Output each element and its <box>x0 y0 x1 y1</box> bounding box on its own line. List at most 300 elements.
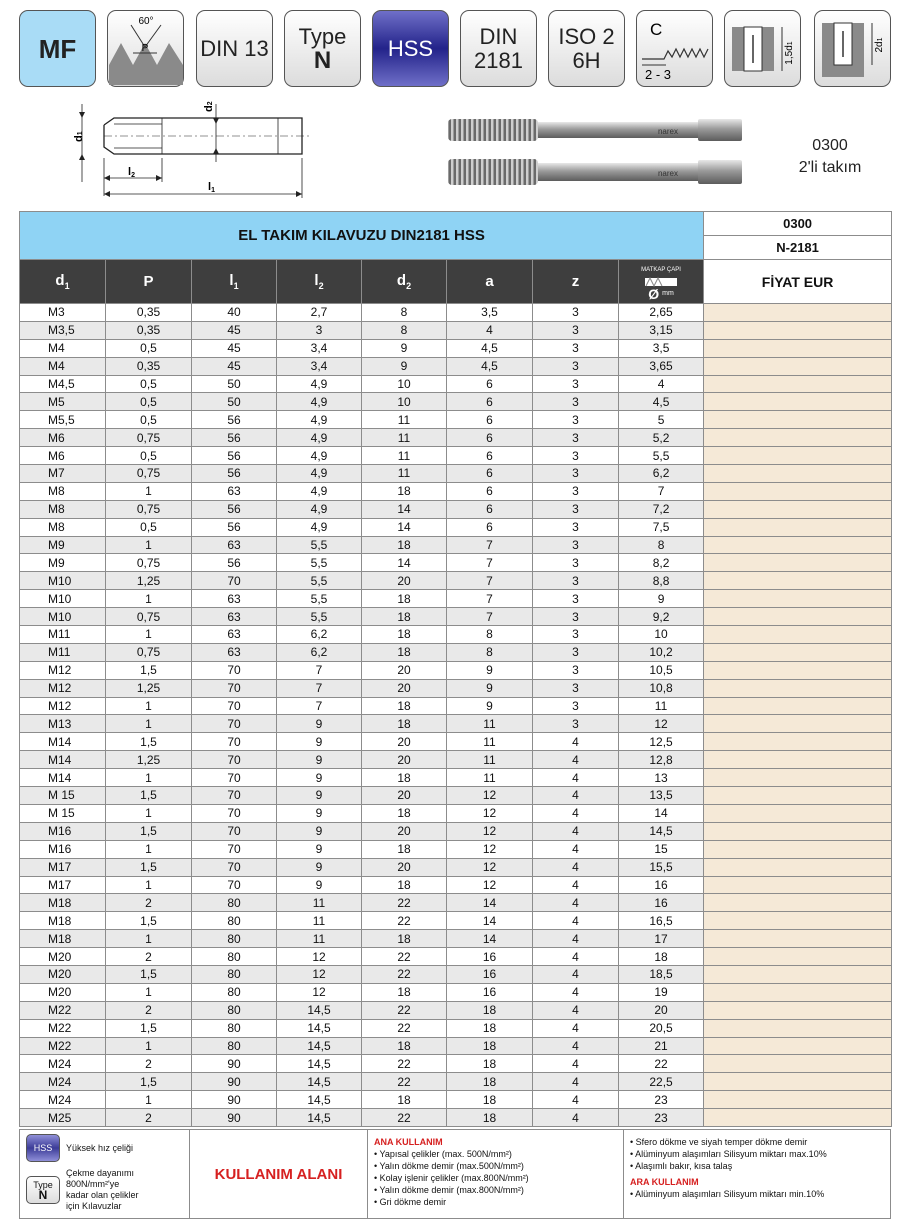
through-depth-sub: 1 <box>786 40 794 45</box>
cell-price <box>704 822 892 840</box>
cell-l2: 5,5 <box>277 536 362 554</box>
cell-pitch: 1 <box>106 930 192 948</box>
tap-set-photo <box>446 113 746 193</box>
cell-d1: M7 <box>20 465 106 483</box>
cell-d1: M25 <box>20 1109 106 1127</box>
cell-price <box>704 858 892 876</box>
cell-pitch: 2 <box>106 1109 192 1127</box>
cell-l1: 70 <box>192 787 277 805</box>
cell-z: 3 <box>533 679 619 697</box>
cell-z: 3 <box>533 393 619 411</box>
cell-pitch: 1 <box>106 983 192 1001</box>
cell-d2: 18 <box>362 590 447 608</box>
cell-d1: M22 <box>20 1037 106 1055</box>
cell-d1: M 15 <box>20 804 106 822</box>
cell-drill: 3,15 <box>619 321 704 339</box>
cell-pitch: 0,35 <box>106 304 192 322</box>
cell-z: 4 <box>533 965 619 983</box>
chamfer-range: 2 - 3 <box>644 66 671 82</box>
d2-dim-label: d <box>203 105 215 112</box>
cell-pitch: 1,5 <box>106 822 192 840</box>
cell-d1: M9 <box>20 536 106 554</box>
tap-2-brand: narex <box>657 169 679 178</box>
l2-dim-label: l <box>128 166 132 178</box>
cell-l1: 80 <box>192 1001 277 1019</box>
cell-z: 3 <box>533 590 619 608</box>
cell-l2: 6,2 <box>277 643 362 661</box>
table-row <box>20 500 892 518</box>
iso-tolerance-badge <box>548 10 625 87</box>
cell-l2: 9 <box>277 858 362 876</box>
col-l1: $l_1$ <box>192 260 277 304</box>
cell-z: 4 <box>533 822 619 840</box>
cell-price <box>704 661 892 679</box>
cell-l1: 56 <box>192 447 277 465</box>
cell-z: 3 <box>533 518 619 536</box>
cell-a: 18 <box>447 1019 533 1037</box>
svg-text:d2 <box>203 101 215 112</box>
cell-d2: 18 <box>362 626 447 644</box>
cell-l1: 70 <box>192 679 277 697</box>
cell-pitch: 0,35 <box>106 321 192 339</box>
table-row <box>20 1055 892 1073</box>
cell-l1: 70 <box>192 822 277 840</box>
cell-drill: 15,5 <box>619 858 704 876</box>
other-usage-list <box>630 1136 884 1172</box>
cell-a: 11 <box>447 733 533 751</box>
cell-z: 4 <box>533 1019 619 1037</box>
table-row <box>20 482 892 500</box>
cell-pitch: 0,75 <box>106 643 192 661</box>
cell-z: 3 <box>533 339 619 357</box>
cell-d2: 22 <box>362 1073 447 1091</box>
through-depth-label: 1,5d <box>783 44 795 65</box>
cell-l1: 80 <box>192 930 277 948</box>
cell-drill: 12,8 <box>619 751 704 769</box>
cell-d2: 11 <box>362 465 447 483</box>
cell-drill: 3,65 <box>619 357 704 375</box>
cell-drill: 2,65 <box>619 304 704 322</box>
cell-d1: M8 <box>20 518 106 536</box>
cell-d1: M10 <box>20 572 106 590</box>
cell-a: 11 <box>447 769 533 787</box>
cell-l2: 14,5 <box>277 1073 362 1091</box>
cell-drill: 17 <box>619 930 704 948</box>
cell-z: 4 <box>533 733 619 751</box>
cell-drill: 4,5 <box>619 393 704 411</box>
cell-a: 16 <box>447 983 533 1001</box>
cell-pitch: 1 <box>106 769 192 787</box>
table-row <box>20 1073 892 1091</box>
cell-d1: M18 <box>20 894 106 912</box>
cell-l1: 45 <box>192 339 277 357</box>
cell-d2: 20 <box>362 822 447 840</box>
cell-d2: 20 <box>362 661 447 679</box>
cell-d1: M22 <box>20 1019 106 1037</box>
cell-price <box>704 733 892 751</box>
legend-hss <box>26 1134 183 1162</box>
cell-d1: M16 <box>20 822 106 840</box>
cell-drill: 12,5 <box>619 733 704 751</box>
cell-drill: 7,5 <box>619 518 704 536</box>
cell-pitch: 0,35 <box>106 357 192 375</box>
cell-z: 4 <box>533 787 619 805</box>
cell-l2: 3,4 <box>277 339 362 357</box>
usage-item: • Alüminyum alaşımları Silisyum miktarı min.10% <box>630 1189 825 1199</box>
tap-dimension-drawing <box>70 100 320 200</box>
cell-drill: 7 <box>619 482 704 500</box>
svg-text:l1 <box>208 181 215 194</box>
cell-d2: 10 <box>362 393 447 411</box>
set-description: 2'li takım <box>798 159 862 176</box>
cell-pitch: 1,25 <box>106 679 192 697</box>
metric-fine-label: MF <box>38 33 77 64</box>
cell-a: 14 <box>447 930 533 948</box>
cell-d2: 22 <box>362 1019 447 1037</box>
cell-d1: M11 <box>20 626 106 644</box>
cell-drill: 7,2 <box>619 500 704 518</box>
cell-pitch: 1 <box>106 1037 192 1055</box>
cell-l2: 7 <box>277 697 362 715</box>
svg-text:2d1 <box>874 37 885 52</box>
cell-d1: M24 <box>20 1091 106 1109</box>
cell-z: 3 <box>533 304 619 322</box>
cell-price <box>704 894 892 912</box>
cell-drill: 20 <box>619 1001 704 1019</box>
d1-dim-label: d <box>73 135 85 142</box>
cell-d1: M12 <box>20 661 106 679</box>
cell-l1: 50 <box>192 375 277 393</box>
cell-pitch: 1,25 <box>106 751 192 769</box>
cell-pitch: 1 <box>106 840 192 858</box>
cell-d1: M6 <box>20 447 106 465</box>
cell-drill: 3,5 <box>619 339 704 357</box>
cell-z: 3 <box>533 715 619 733</box>
chamfer-letter: C <box>649 19 662 39</box>
cell-a: 4,5 <box>447 339 533 357</box>
table-row <box>20 339 892 357</box>
cell-l2: 5,5 <box>277 554 362 572</box>
din13-label: DIN 13 <box>200 35 269 61</box>
cell-pitch: 0,75 <box>106 554 192 572</box>
cell-d1: M11 <box>20 643 106 661</box>
cell-d2: 18 <box>362 930 447 948</box>
cell-d2: 18 <box>362 804 447 822</box>
cell-d1: M9 <box>20 554 106 572</box>
cell-l2: 12 <box>277 983 362 1001</box>
cell-a: 7 <box>447 590 533 608</box>
secondary-usage-list <box>630 1188 884 1200</box>
cell-l1: 80 <box>192 894 277 912</box>
cell-d2: 11 <box>362 447 447 465</box>
cell-drill: 4 <box>619 375 704 393</box>
cell-drill: 23 <box>619 1109 704 1127</box>
table-code: 0300 <box>704 212 892 236</box>
table-header-row <box>20 260 892 304</box>
cell-pitch: 1 <box>106 804 192 822</box>
cell-l1: 56 <box>192 429 277 447</box>
cell-pitch: 1,5 <box>106 912 192 930</box>
col-d2: $d_2$ <box>362 260 447 304</box>
cell-d1: M5 <box>20 393 106 411</box>
cell-z: 3 <box>533 321 619 339</box>
cell-l2: 12 <box>277 948 362 966</box>
cell-z: 3 <box>533 608 619 626</box>
usage-item: • Yapısal çelikler (max. 500N/mm²) <box>374 1149 512 1159</box>
table-row <box>20 661 892 679</box>
cell-price <box>704 304 892 322</box>
cell-d2: 20 <box>362 858 447 876</box>
svg-text:1,5d1 <box>784 41 795 64</box>
tap-1-brand: narex <box>657 127 679 136</box>
cell-l2: 9 <box>277 822 362 840</box>
cell-d1: M12 <box>20 679 106 697</box>
col-price: FİYAT EUR <box>704 260 892 304</box>
cell-pitch: 1,5 <box>106 661 192 679</box>
cell-d2: 20 <box>362 572 447 590</box>
col-d1: $d_1$ <box>20 260 106 304</box>
set-info <box>760 135 900 179</box>
table-row <box>20 679 892 697</box>
cell-drill: 10,8 <box>619 679 704 697</box>
cell-l2: 4,9 <box>277 500 362 518</box>
cell-pitch: 1 <box>106 715 192 733</box>
table-row <box>20 1037 892 1055</box>
cell-l1: 70 <box>192 858 277 876</box>
cell-price <box>704 679 892 697</box>
cell-l1: 63 <box>192 643 277 661</box>
cell-drill: 16 <box>619 876 704 894</box>
table-row <box>20 590 892 608</box>
cell-l2: 14,5 <box>277 1055 362 1073</box>
cell-drill: 20,5 <box>619 1019 704 1037</box>
cell-l2: 5,5 <box>277 608 362 626</box>
tap-outline-svg <box>70 100 320 200</box>
cell-l1: 90 <box>192 1109 277 1127</box>
type-mini-badge: Type N <box>26 1176 60 1204</box>
cell-d1: M 15 <box>20 787 106 805</box>
cell-a: 18 <box>447 1055 533 1073</box>
cell-price <box>704 769 892 787</box>
cell-l1: 70 <box>192 840 277 858</box>
cell-z: 4 <box>533 1001 619 1019</box>
table-row <box>20 894 892 912</box>
cell-pitch: 0,5 <box>106 339 192 357</box>
type-legend-text: Çekme dayanımı 800N/mm²'ye kadar olan çelikler için Kılavuzlar <box>66 1168 139 1211</box>
cell-l1: 45 <box>192 357 277 375</box>
cell-a: 6 <box>447 465 533 483</box>
cell-d2: 18 <box>362 983 447 1001</box>
table-row <box>20 465 892 483</box>
cell-pitch: 1,5 <box>106 787 192 805</box>
cell-pitch: 0,75 <box>106 500 192 518</box>
cell-pitch: 2 <box>106 948 192 966</box>
din2181-line2: 2181 <box>474 47 523 73</box>
cell-d1: M18 <box>20 912 106 930</box>
din2181-badge <box>460 10 537 87</box>
cell-pitch: 0,5 <box>106 447 192 465</box>
cell-l2: 4,9 <box>277 375 362 393</box>
cell-drill: 5,2 <box>619 429 704 447</box>
din13-badge <box>196 10 273 87</box>
cell-pitch: 1 <box>106 482 192 500</box>
cell-price <box>704 500 892 518</box>
cell-d1: M10 <box>20 590 106 608</box>
cell-z: 3 <box>533 661 619 679</box>
cell-d2: 9 <box>362 339 447 357</box>
cell-a: 18 <box>447 1109 533 1127</box>
cell-l2: 7 <box>277 679 362 697</box>
cell-price <box>704 411 892 429</box>
l2-dim-sub: 2 <box>131 172 135 179</box>
col-l2: $l_2$ <box>277 260 362 304</box>
main-usage-title: ANA KULLANIM <box>374 1137 443 1147</box>
cell-l1: 90 <box>192 1073 277 1091</box>
cell-z: 4 <box>533 804 619 822</box>
cell-price <box>704 518 892 536</box>
cell-d2: 20 <box>362 787 447 805</box>
cell-price <box>704 608 892 626</box>
cell-a: 7 <box>447 572 533 590</box>
cell-drill: 8 <box>619 536 704 554</box>
table-row <box>20 983 892 1001</box>
blind-depth-label: 2d <box>873 40 885 53</box>
cell-drill: 22 <box>619 1055 704 1073</box>
cell-l1: 90 <box>192 1055 277 1073</box>
cell-a: 14 <box>447 912 533 930</box>
cell-price <box>704 1019 892 1037</box>
cell-a: 12 <box>447 787 533 805</box>
cell-price <box>704 983 892 1001</box>
cell-drill: 6,2 <box>619 465 704 483</box>
cell-a: 12 <box>447 840 533 858</box>
cell-l2: 14,5 <box>277 1091 362 1109</box>
cell-l1: 80 <box>192 1037 277 1055</box>
hss-mini-badge: HSS <box>26 1134 60 1162</box>
cell-pitch: 1 <box>106 590 192 608</box>
legend-panel <box>20 1130 190 1218</box>
cell-z: 3 <box>533 482 619 500</box>
type-label: Type <box>298 23 347 49</box>
cell-l2: 4,9 <box>277 482 362 500</box>
cell-l2: 9 <box>277 840 362 858</box>
cell-a: 12 <box>447 822 533 840</box>
type-value: N <box>313 46 332 74</box>
cell-d1: M3 <box>20 304 106 322</box>
cell-d2: 22 <box>362 965 447 983</box>
cell-d1: M18 <box>20 930 106 948</box>
cell-pitch: 2 <box>106 1055 192 1073</box>
cell-l1: 80 <box>192 948 277 966</box>
cell-l1: 80 <box>192 1019 277 1037</box>
table-row <box>20 536 892 554</box>
cell-l2: 4,9 <box>277 411 362 429</box>
cell-d1: M24 <box>20 1073 106 1091</box>
cell-a: 18 <box>447 1091 533 1109</box>
d2-dim-sub: 2 <box>207 101 214 106</box>
cell-l2: 14,5 <box>277 1019 362 1037</box>
usage-footer <box>19 1129 891 1219</box>
tap-1 <box>448 119 742 141</box>
col-z: z <box>533 260 619 304</box>
cell-pitch: 1 <box>106 1091 192 1109</box>
cell-a: 3,5 <box>447 304 533 322</box>
table-row <box>20 840 892 858</box>
cell-drill: 10,2 <box>619 643 704 661</box>
cell-l2: 4,9 <box>277 518 362 536</box>
tap-2 <box>448 159 742 185</box>
cell-l1: 70 <box>192 572 277 590</box>
cell-price <box>704 751 892 769</box>
cell-a: 6 <box>447 393 533 411</box>
cell-price <box>704 1109 892 1127</box>
cell-d2: 18 <box>362 608 447 626</box>
feature-icon-strip <box>19 10 891 88</box>
cell-l2: 12 <box>277 965 362 983</box>
cell-l1: 50 <box>192 393 277 411</box>
cell-drill: 14,5 <box>619 822 704 840</box>
cell-l2: 3,4 <box>277 357 362 375</box>
cell-d2: 11 <box>362 429 447 447</box>
cell-a: 4 <box>447 321 533 339</box>
cell-drill: 10 <box>619 626 704 644</box>
cell-l1: 40 <box>192 304 277 322</box>
cell-price <box>704 429 892 447</box>
table-row <box>20 858 892 876</box>
svg-text:l2 <box>128 166 135 179</box>
cell-l2: 5,5 <box>277 590 362 608</box>
cell-price <box>704 787 892 805</box>
cell-d2: 9 <box>362 357 447 375</box>
table-body <box>20 304 892 1127</box>
cell-d2: 22 <box>362 948 447 966</box>
table-row <box>20 822 892 840</box>
cell-d1: M16 <box>20 840 106 858</box>
d1-dim-sub: 1 <box>77 131 84 136</box>
cell-d2: 18 <box>362 697 447 715</box>
tap-photo-svg <box>446 113 746 193</box>
cell-l1: 56 <box>192 411 277 429</box>
table-row <box>20 304 892 322</box>
cell-l1: 70 <box>192 733 277 751</box>
cell-drill: 8,2 <box>619 554 704 572</box>
cell-drill: 14 <box>619 804 704 822</box>
cell-d2: 22 <box>362 1055 447 1073</box>
cell-l1: 56 <box>192 465 277 483</box>
cell-d1: M20 <box>20 983 106 1001</box>
cell-z: 3 <box>533 536 619 554</box>
cell-pitch: 0,75 <box>106 429 192 447</box>
cell-a: 7 <box>447 608 533 626</box>
table-row <box>20 804 892 822</box>
cell-l2: 9 <box>277 733 362 751</box>
cell-d2: 14 <box>362 554 447 572</box>
cell-l1: 45 <box>192 321 277 339</box>
cell-d2: 20 <box>362 679 447 697</box>
cell-d1: M3,5 <box>20 321 106 339</box>
cell-a: 12 <box>447 858 533 876</box>
cell-d2: 18 <box>362 840 447 858</box>
cell-l1: 70 <box>192 769 277 787</box>
thread-angle-label: 60° <box>137 15 154 27</box>
diameter-icon: Ø <box>648 285 660 302</box>
cell-price <box>704 339 892 357</box>
cell-price <box>704 876 892 894</box>
hss-legend-text: Yüksek hız çeliği <box>66 1142 134 1153</box>
cell-l1: 70 <box>192 661 277 679</box>
cell-d1: M20 <box>20 948 106 966</box>
through-hole-icon <box>724 10 801 87</box>
